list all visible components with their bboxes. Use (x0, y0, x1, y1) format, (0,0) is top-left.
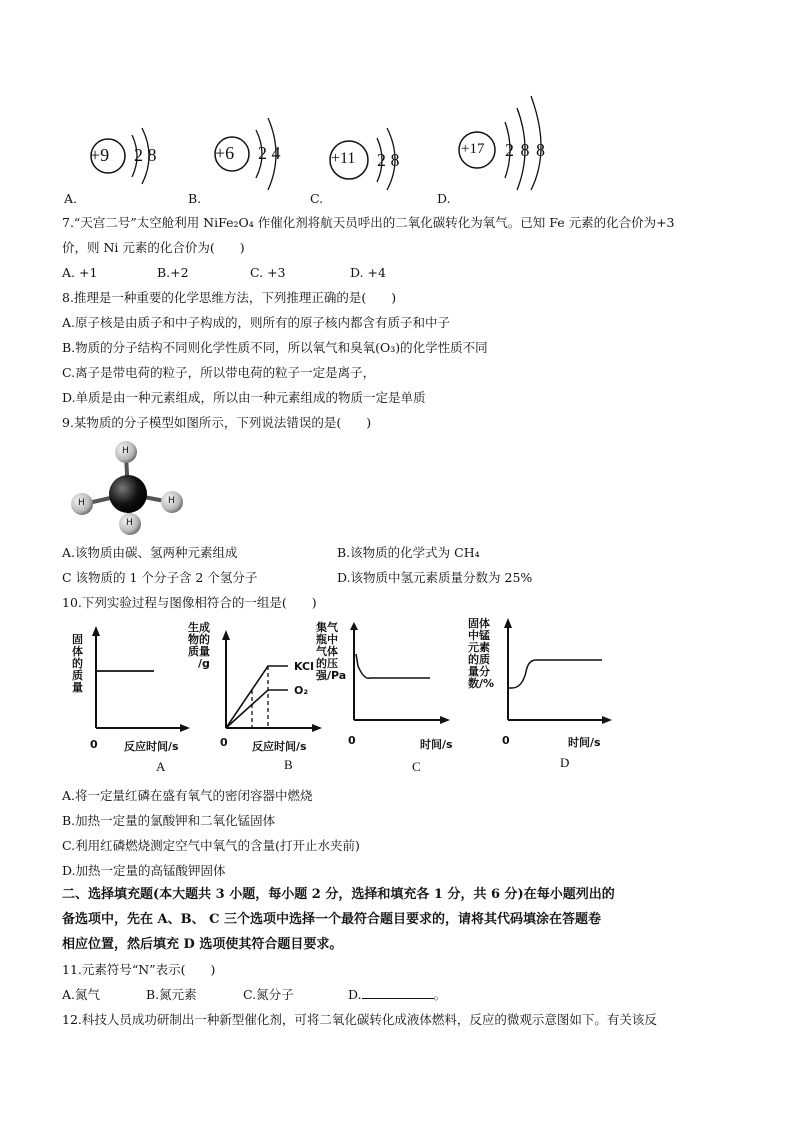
q11-option-a: A.氮气 (62, 987, 101, 1002)
q12-stem: 12.科技人员成功研制出一种新型催化剂，可将二氧化碳转化成液体燃料，反应的微观示意图如下。有关该反 (62, 1012, 657, 1027)
section2-heading-line1: 二、选择填充题(本大题共 3 小题，每小题 2 分，选择和填充各 1 分，共 6 分)在每小题列出的 (62, 887, 615, 902)
atom-b-label: B. (188, 191, 202, 206)
q8-option-b: B.物质的分子结构不同则化学性质不同，所以氧气和臭氧(O₃)的化学性质不同 (62, 340, 488, 355)
atom-d-nucleus: +17 (461, 141, 485, 157)
graph-d-letter: D (560, 755, 570, 770)
q10-stem: 10.下列实验过程与图像相符合的一组是( ) (62, 595, 317, 610)
graph-c-origin: 0 (348, 734, 356, 747)
c-atom-center (109, 475, 147, 513)
h-label-bottom: H (126, 518, 133, 528)
q7-option-b: B.+2 (157, 265, 189, 280)
graph-c-pressure-line (356, 654, 430, 678)
q7-stem-line1: 7.“天宫二号”太空舱利用 NiFe₂O₄ 作催化剂将航天员呼出的二氧化碳转化为氧气。已知 Fe 元素的化合价为+3 (62, 215, 675, 230)
atom-a-nucleus: +9 (90, 145, 110, 165)
atom-diagram-a (70, 100, 180, 190)
q8-option-a: A.原子核是由质子和中子构成的，则所有的原子核内都含有质子和中子 (62, 315, 451, 330)
q11-option-d: D. 。 (348, 987, 447, 1002)
atom-c-shells: 2 8 (377, 150, 400, 170)
q9-option-d: D.该物质中氢元素质量分数为 25% (337, 570, 533, 585)
section2-heading-line2: 备选项中，先在 A、B、 C 三个选项中选择一个最符合题目要求的，请将其代码填涂在答题卷 (62, 912, 601, 927)
methane-molecule-model (62, 438, 192, 538)
graph-a (62, 620, 192, 780)
q10-option-d: D.加热一定量的高锰酸钾固体 (62, 863, 226, 878)
q7-option-d: D. +4 (350, 265, 386, 280)
q8-stem: 8.推理是一种重要的化学思维方法，下列推理正确的是( ) (62, 290, 397, 305)
q9-option-b: B.该物质的化学式为 CH₄ (337, 545, 480, 560)
q9-option-a: A.该物质由碳、氢两种元素组成 (62, 545, 238, 560)
atom-d-label: D. (437, 191, 451, 206)
graph-a-xlabel: 反应时间/s (124, 740, 179, 753)
section2-heading-line3: 相应位置，然后填充 D 选项使其符合题目要求。 (62, 937, 343, 952)
h-label-right: H (168, 496, 175, 506)
atom-diagram-d (455, 90, 595, 190)
graph-d (464, 614, 624, 780)
graph-d-ylabel: 固体 中锰 元素 的质 量分 数/% (468, 617, 495, 690)
graph-a-origin: 0 (90, 738, 98, 751)
graph-b-ylabel: 生成 物的 质量 /g (188, 621, 210, 670)
q11-option-c: C.氮分子 (243, 987, 294, 1002)
atom-a-label: A. (64, 191, 78, 206)
q11-stem: 11.元素符号“N”表示( ) (62, 962, 216, 977)
graph-c-ylabel: 集气 瓶中 气体 的压 强/Pa (316, 621, 347, 682)
atom-b-nucleus: +6 (215, 143, 235, 163)
h-label-top: H (122, 446, 129, 456)
h-label-left: H (78, 498, 85, 508)
q7-option-c: C. +3 (250, 265, 286, 280)
graph-d-mn-line (508, 660, 602, 688)
graph-a-ylabel: 固 体 的 质 量 (72, 633, 83, 694)
graph-d-xlabel: 时间/s (568, 736, 601, 749)
atom-b-shells: 2 4 (258, 143, 281, 163)
atom-diagram-b (200, 100, 310, 190)
atom-c-label: C. (310, 191, 324, 206)
q7-option-a: A. +1 (62, 265, 98, 280)
graph-c-letter: C (412, 759, 421, 774)
atom-a-shells: 2 8 (134, 145, 157, 165)
graph-d-origin: 0 (502, 734, 510, 747)
q9-stem: 9.某物质的分子模型如图所示，下列说法错误的是( ) (62, 415, 372, 430)
graph-b-o2-label: O₂ (294, 684, 309, 697)
atom-d-shells: 2 8 8 (505, 140, 546, 160)
q10-option-a: A.将一定量红磷在盛有氧气的密闭容器中燃烧 (62, 788, 313, 803)
graph-b-o2-line (226, 690, 288, 728)
q8-option-c: C.离子是带电荷的粒子，所以带电荷的粒子一定是离子， (62, 365, 376, 380)
atom-c-nucleus: +11 (331, 150, 356, 167)
graph-b-xlabel: 反应时间/s (252, 740, 307, 753)
q11-option-b: B.氮元素 (146, 987, 197, 1002)
graph-b (186, 620, 326, 780)
q10-option-c: C.利用红磷燃烧测定空气中氧气的含量(打开止水夹前) (62, 838, 360, 853)
q11-answer-blank[interactable] (362, 986, 434, 999)
q7-stem-line2: 价，则 Ni 元素的化合价为( ) (62, 240, 245, 255)
atom-a-svg (70, 100, 180, 190)
graph-c-xlabel: 时间/s (420, 738, 453, 751)
graph-b-letter: B (284, 757, 293, 772)
graph-c (312, 620, 462, 780)
q8-option-d: D.单质是由一种元素组成，所以由一种元素组成的物质一定是单质 (62, 390, 426, 405)
graph-b-origin: 0 (220, 736, 228, 749)
q9-option-c: C 该物质的 1 个分子含 2 个氢分子 (62, 570, 258, 585)
graph-b-kcl-label: KCl (294, 660, 314, 673)
q10-option-b: B.加热一定量的氯酸钾和二氧化锰固体 (62, 813, 276, 828)
graph-a-letter: A (156, 759, 166, 774)
atom-diagram-c (325, 110, 435, 190)
